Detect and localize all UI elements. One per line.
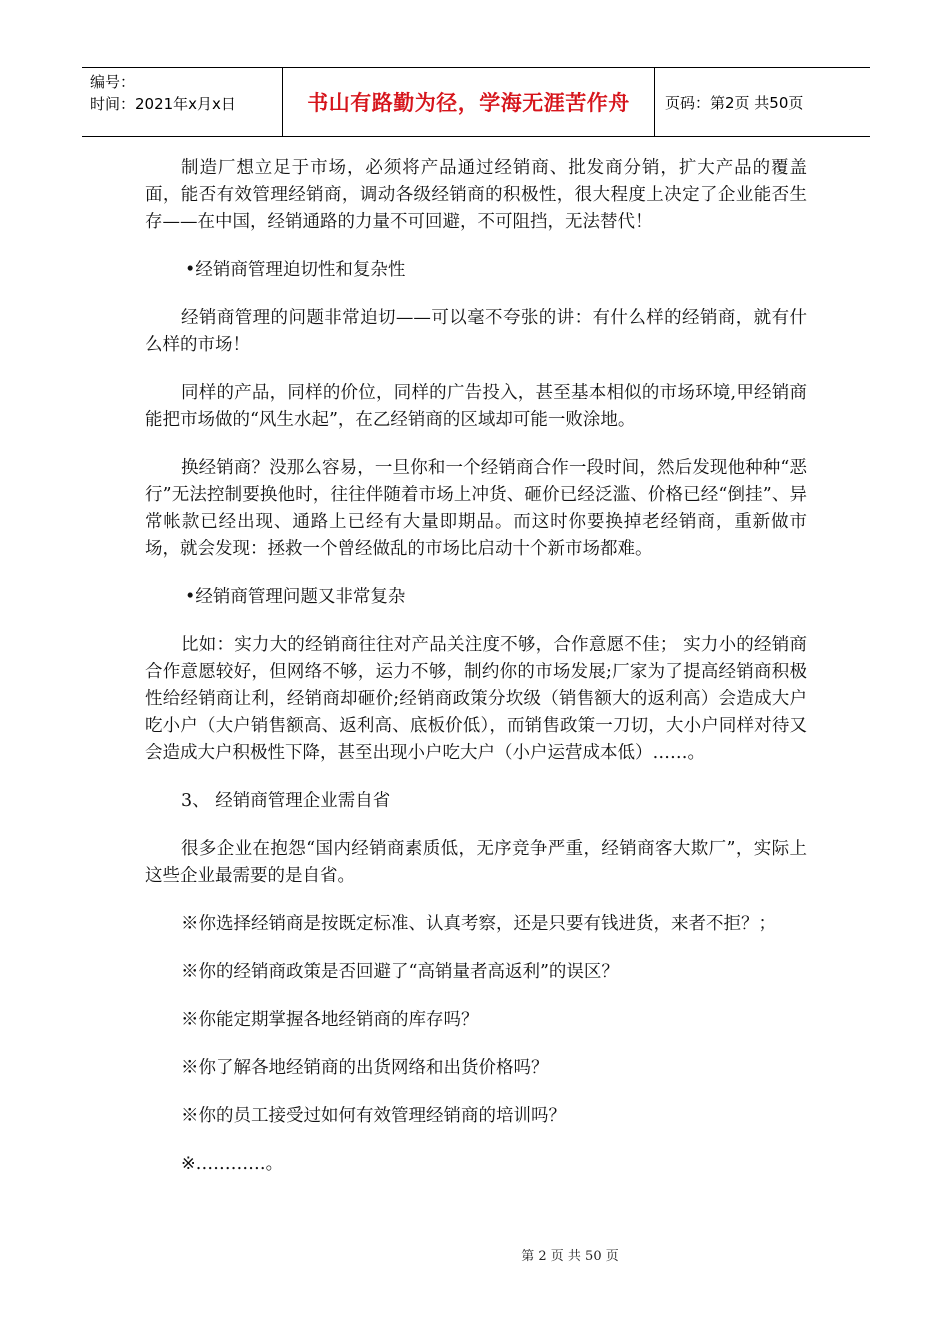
document-date: 时间：2021年x月x日 [90, 95, 236, 113]
header-motto: 书山有路勤为径，学海无涯苦作舟 [282, 68, 655, 136]
question-item: ※你的经销商政策是否回避了“高销量者高返利”的误区？ [181, 962, 619, 982]
paragraph-complaint: 很多企业在抱怨“国内经销商素质低，无序竞争严重，经销商客大欺厂”，实际上这些企业最需要的是自省。 [145, 839, 807, 886]
section-heading-self-reflection: 3、 经销商管理企业需自省 [181, 791, 391, 811]
question-item: ※…………。 [181, 1154, 284, 1174]
footer-page-number: 第 2 页 共 50 页 [521, 1249, 619, 1264]
paragraph-intro: 制造厂想立足于市场，必须将产品通过经销商、批发商分销，扩大产品的覆盖面，能否有效管理经销商，调动各级经销商的积极性，很大程度上决定了企业能否生存——在中国，经销通路的力量不可回避，不可阻挡，无法替代！ [145, 158, 807, 232]
page-header [82, 67, 870, 137]
question-item: ※你了解各地经销商的出货网络和出货价格吗？ [181, 1058, 549, 1078]
body-text [145, 155, 807, 1199]
paragraph-urgency: 经销商管理的问题非常迫切——可以毫不夸张的讲：有什么样的经销商，就有什么样的市场！ [145, 308, 807, 355]
header-meta [82, 68, 282, 136]
paragraph-same-product: 同样的产品，同样的价位，同样的广告投入，甚至基本相似的市场环境,甲经销商能把市场做的“风生水起”，在乙经销商的区域却可能一败涂地。 [145, 383, 807, 430]
question-item: ※你的员工接受过如何有效管理经销商的培训吗？ [181, 1106, 566, 1126]
paragraph-change-dealer: 换经销商？没那么容易，一旦你和一个经销商合作一段时间，然后发现他种种“恶行”无法控制要换他时，往往伴随着市场上冲货、砸价已经泛滥、价格已经“倒挂”、异常帐款已经出现、通路上已经有大量即期品。而这时你要换掉老经销商，重新做市场，就会发现：拯救一个曾经做乱的市场比启动十个新市场都难。 [145, 458, 807, 559]
document-number: 编号： [90, 73, 136, 91]
bullet-heading-complexity: •经销商管理问题又非常复杂 [185, 587, 406, 607]
paragraph-example: 比如：实力大的经销商往往对产品关注度不够，合作意愿不佳； 实力小的经销商合作意愿较好，但网络不够，运力不够，制约你的市场发展;厂家为了提高经销商积极性给经销商让利，经销商却砸价;经销商政策分坎级（销售额大的返利高）会造成大户吃小户（大户销售额高、返利高、底板价低），而销售政策一刀切，大小户同样对待又会造成大户积极性下降，甚至出现小户吃大户（小户运营成本低）……。 [145, 635, 807, 763]
bullet-heading-urgency: •经销商管理迫切性和复杂性 [185, 260, 406, 280]
page-footer [0, 1245, 950, 1264]
header-page-number: 页码：第2页 共50页 [665, 93, 804, 112]
question-item: ※你能定期掌握各地经销商的库存吗？ [181, 1010, 479, 1030]
question-item: ※你选择经销商是按既定标准、认真考察，还是只要有钱进货，来者不拒？； [181, 914, 776, 934]
